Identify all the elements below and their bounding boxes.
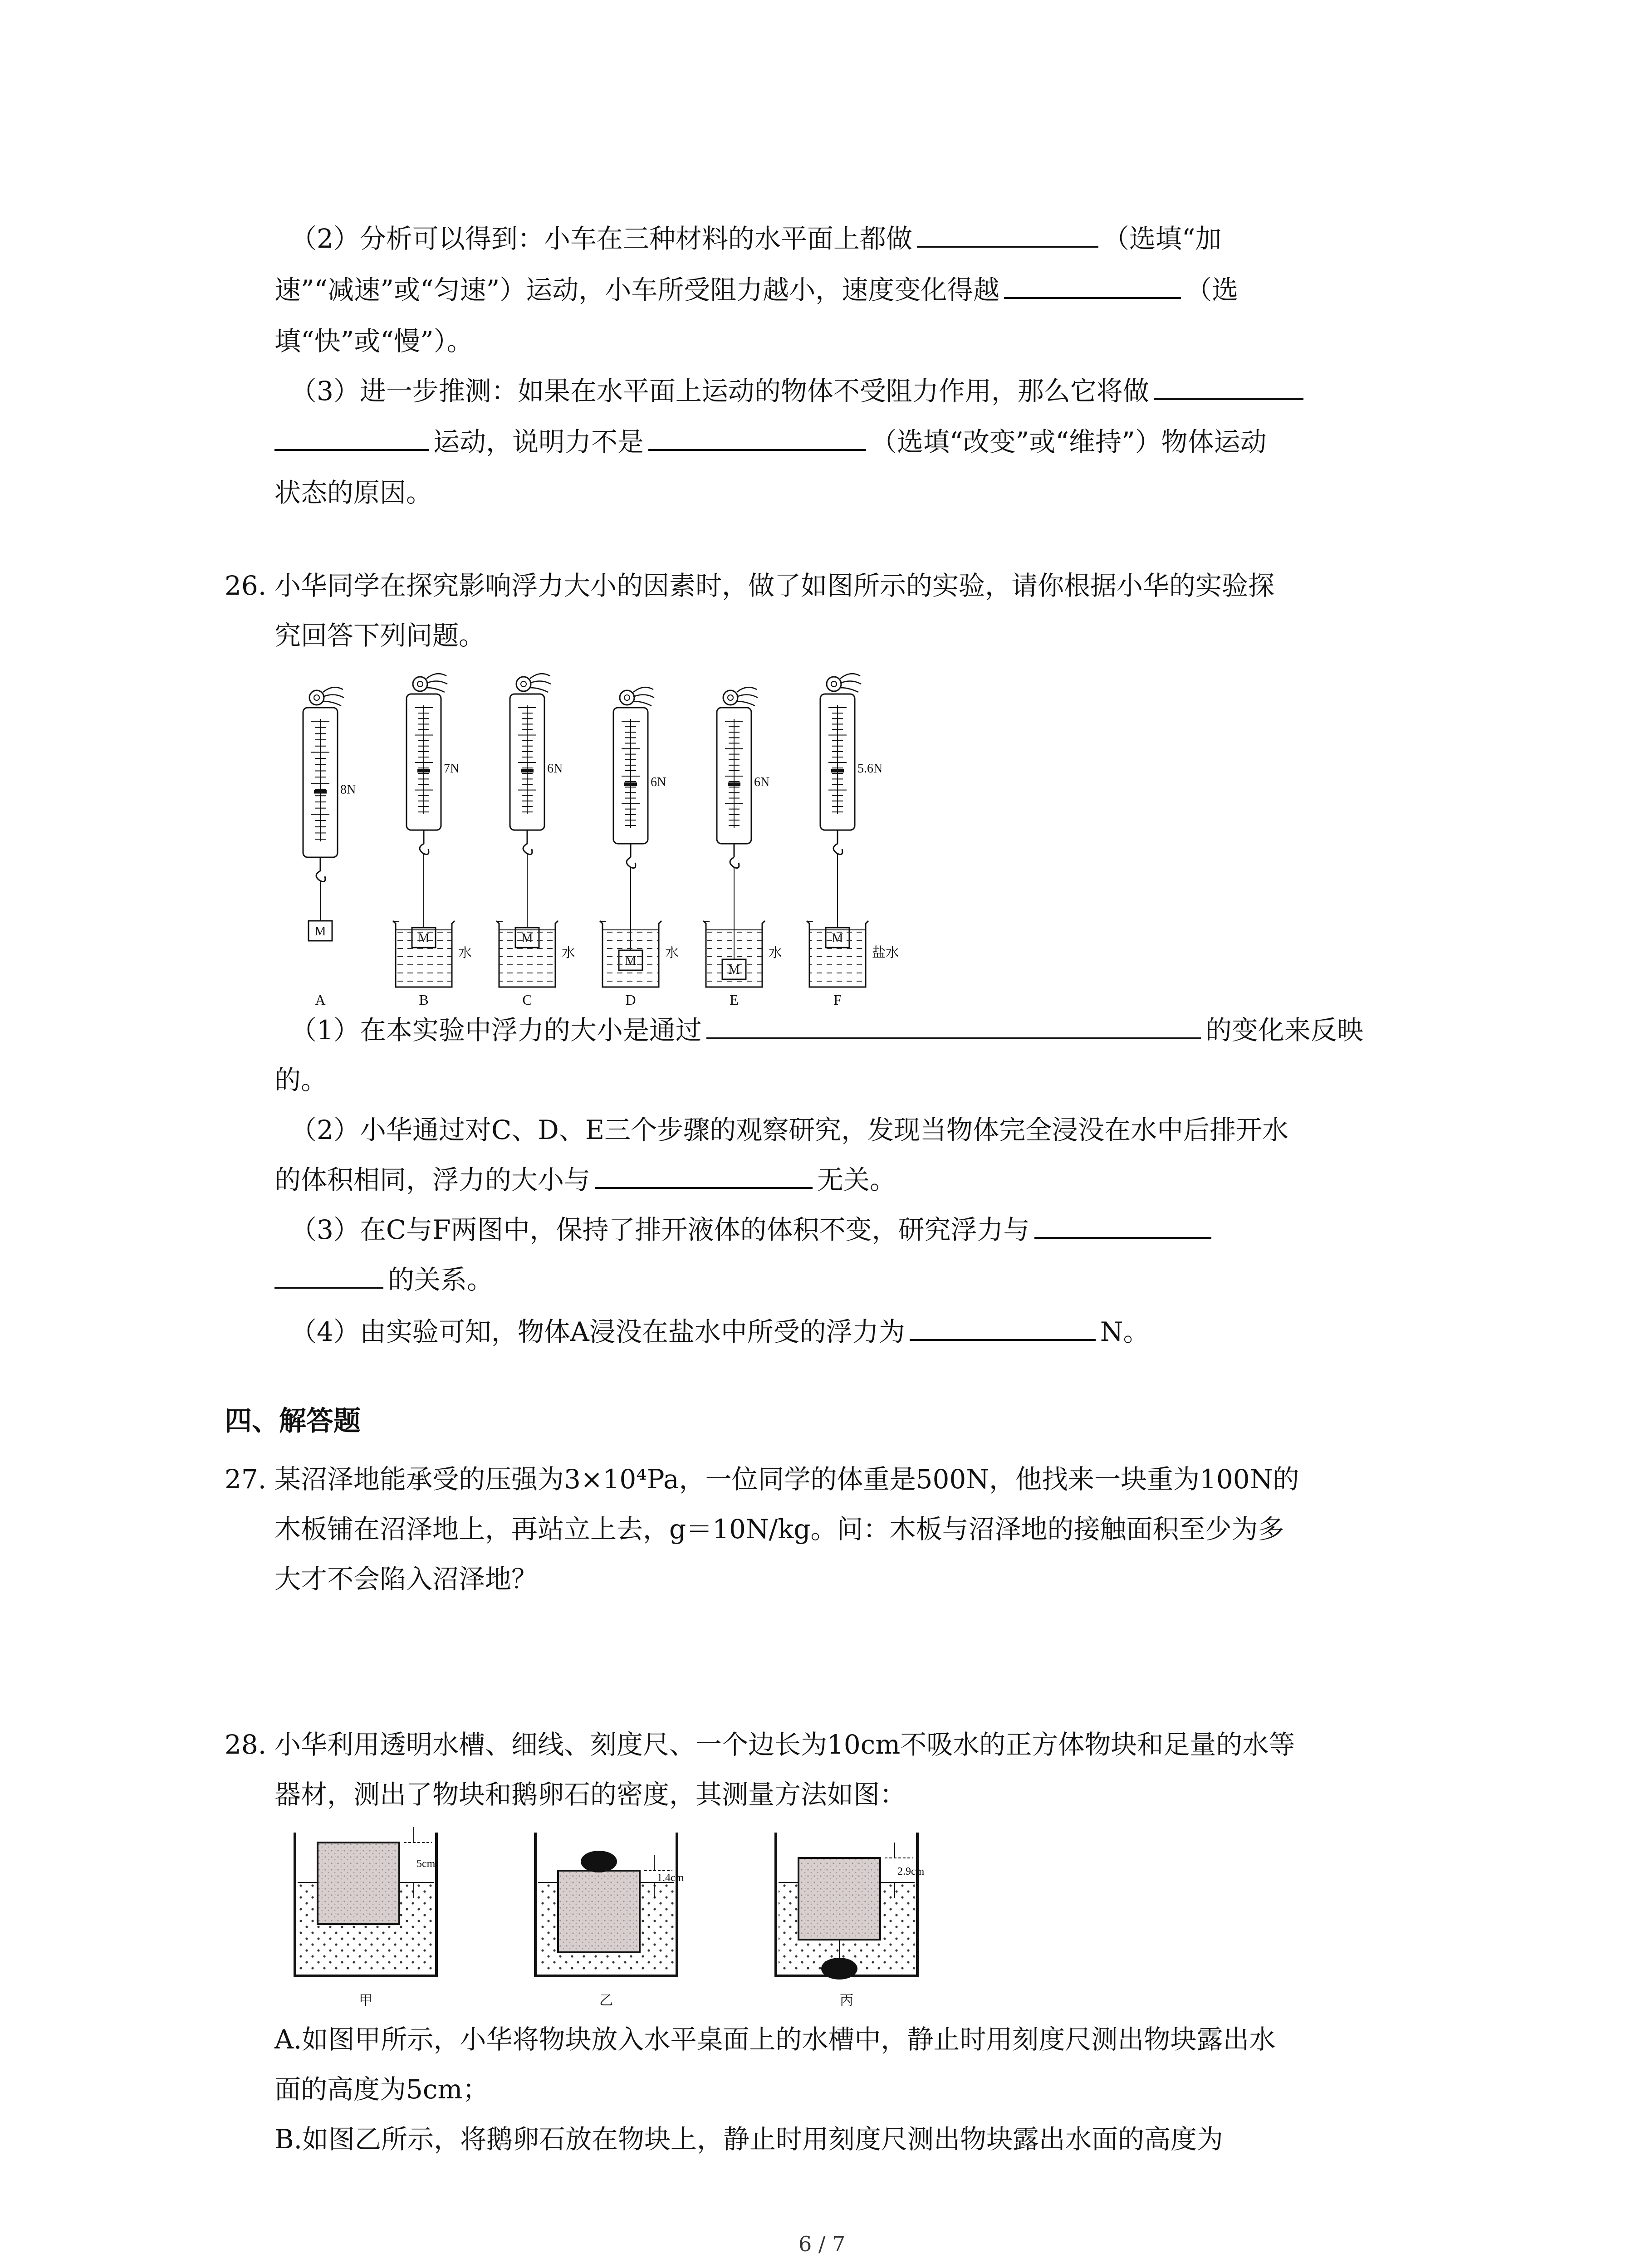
pointer [314,790,327,794]
q25-p2-line2 [274,264,1238,315]
answer-blank[interactable] [910,1312,1096,1341]
liquid [499,930,555,984]
block-label: M [314,924,326,938]
text: （4）由实验可知，物体A浸没在盐水中所受的浮力为 [290,1316,905,1347]
q26-p1-line1 [290,1005,1363,1056]
hand-icon [323,687,344,706]
q28-stepB-line1: B.如图乙所示，将鹅卵石放在物块上，静止时用刻度尺测出物块露出水面的高度为 [274,2124,1224,2155]
scale-reading: 6N [651,775,666,789]
spring-scale-panel [600,687,679,1008]
ring-icon [413,677,427,691]
water-tank-figure [286,1823,1012,2014]
q28-line1: 小华利用透明水槽、细线、刻度尺、一个边长为10cm不吸水的正方体物块和足量的水等 [274,1729,1295,1760]
ring-icon [521,681,526,687]
liquid-label: 水 [458,945,472,960]
spring-scale-panel [393,674,472,1008]
scale-reading: 6N [547,762,563,776]
ring-icon [624,695,630,700]
hook [420,844,429,855]
measure-label: 5cm [416,1858,436,1870]
spring-scale-figure [277,667,930,1012]
liquid-label: 水 [665,945,679,960]
q27-line2: 木板铺在沼泽地上，再站立上去，g＝10N/kg。问：木板与沼泽地的接触面积至少为多 [274,1514,1284,1545]
q25-p2-line1 [290,213,1222,264]
text: 运动，说明力不是 [433,426,644,457]
pointer [624,782,637,786]
question-number: 27. [225,1464,267,1495]
scale-reading: 5.6N [857,762,883,776]
text: 无关。 [817,1164,896,1195]
measure-label: 2.9cm [897,1866,925,1877]
liquid [603,930,659,984]
q25-p3-line3: 状态的原因。 [274,477,433,508]
panel-letter: F [833,992,842,1008]
scale-reading: 6N [754,775,770,789]
spring-scale-panel [496,674,575,1008]
hand-icon [737,687,758,706]
scale-reading: 7N [444,762,460,776]
text: （3）在C与F两图中，保持了排开液体的体积不变，研究浮力与 [290,1214,1030,1245]
answer-blank[interactable] [1004,270,1181,299]
cube-block [798,1858,880,1940]
text: 的体积相同，浮力的大小与 [274,1164,591,1195]
answer-blank[interactable] [274,1260,383,1289]
ring-icon [827,677,841,691]
liquid-label: 盐水 [872,945,899,960]
panel-label: 丙 [840,1993,853,2008]
answer-blank[interactable] [706,1010,1201,1039]
q26-p2-line2 [274,1154,896,1205]
q27-line3: 大才不会陷入沼泽地？ [274,1564,538,1594]
answer-blank[interactable] [648,422,866,451]
tank-panel [535,1833,684,2008]
spring-scale-panel [807,674,899,1008]
q28-stepA-line1: A.如图甲所示，小华将物块放入水平桌面上的水槽中，静止时用刻度尺测出物块露出水 [274,2024,1276,2055]
text: （选 [1185,274,1239,305]
text: （选填“加 [1102,223,1222,254]
liquid-label: 水 [769,945,782,960]
text: （1）在本实验中浮力的大小是通过 [290,1015,702,1046]
q25-p2-line3: 填“快”或“慢”）。 [274,326,473,357]
answer-blank[interactable] [274,422,429,451]
answer-blank[interactable] [1154,371,1303,400]
pointer [728,782,740,786]
spring-scale-panel [703,687,782,1008]
text: （2）分析可以得到：小车在三种材料的水平面上都做 [290,223,912,254]
ring-icon [417,681,423,687]
ring-icon [728,695,733,700]
text: N。 [1100,1316,1150,1347]
hook [833,844,843,855]
liquid-label: 水 [562,945,575,960]
hand-icon [633,687,654,706]
pointer [417,769,430,772]
answer-blank[interactable] [1034,1210,1211,1239]
hook [730,857,739,868]
hand-icon [530,674,551,692]
liquid [706,930,762,984]
text: 速”“减速”或“匀速”）运动，小车所受阻力越小，速度变化得越 [274,274,1000,305]
tank-panel [295,1827,436,2008]
scale-reading: 8N [340,782,356,797]
panel-letter: E [730,992,739,1008]
text: （3）进一步推测：如果在水平面上运动的物体不受阻力作用，那么它将做 [290,376,1149,406]
q26-p1-line2: 的。 [274,1065,328,1095]
hook [523,844,532,855]
hook [627,857,636,868]
cube-block [318,1843,399,1924]
ring-icon [516,677,531,691]
answer-blank[interactable] [917,219,1098,248]
ring-icon [314,695,319,700]
ring-icon [723,690,738,705]
pointer [521,769,534,772]
q25-p3-line1 [290,366,1308,416]
q28-stepA-line2: 面的高度为5cm； [274,2074,489,2105]
section-title: 四、解答题 [225,1405,361,1437]
ring-icon [309,690,324,705]
q26-p3-line1 [290,1204,1216,1255]
text: （选填“改变”或“维持”）物体运动 [871,426,1267,457]
panel-letter: D [625,992,636,1008]
panel-label: 甲 [359,1993,372,2008]
q26-p4-line1 [290,1306,1150,1357]
liquid [809,930,866,984]
question-number: 26. [225,570,267,601]
panel-letter: A [315,992,326,1008]
panel-letter: C [522,992,532,1008]
tank-panel [776,1833,925,2008]
hand-icon [840,674,861,692]
q27-line1: 某沼泽地能承受的压强为3×10⁴Pa，一位同学的体重是500N，他找来一块重为100N的 [274,1464,1299,1495]
spring-scale-panel [303,687,356,1008]
hand-icon [426,674,447,692]
q26-stem-line2: 究回答下列问题。 [274,620,485,651]
q25-p3-line2 [274,416,1267,467]
cube-block [558,1871,640,1952]
q26-p2-line1: （2）小华通过对C、D、E三个步骤的观察研究，发现当物体完全浸没在水中后排开水 [290,1114,1289,1145]
pointer [831,769,844,772]
question-number: 28. [225,1729,267,1760]
page-number: 6 / 7 [798,2232,846,2256]
ring-icon [620,690,634,705]
hook [316,871,325,882]
answer-blank[interactable] [595,1160,813,1189]
text: 的关系。 [388,1264,494,1295]
pebble [821,1958,857,1980]
text: 的变化来反映 [1205,1015,1363,1046]
q26-p3-line2 [274,1254,493,1305]
q26-stem-line1: 小华同学在探究影响浮力大小的因素时，做了如图所示的实验，请你根据小华的实验探 [274,570,1275,601]
ring-icon [831,681,837,687]
panel-label: 乙 [599,1993,613,2008]
liquid [396,930,452,984]
pebble [581,1851,617,1872]
measure-label: 1.4cm [657,1872,684,1884]
panel-letter: B [419,992,429,1008]
q28-line2: 器材，测出了物块和鹅卵石的密度，其测量方法如图： [274,1779,906,1810]
